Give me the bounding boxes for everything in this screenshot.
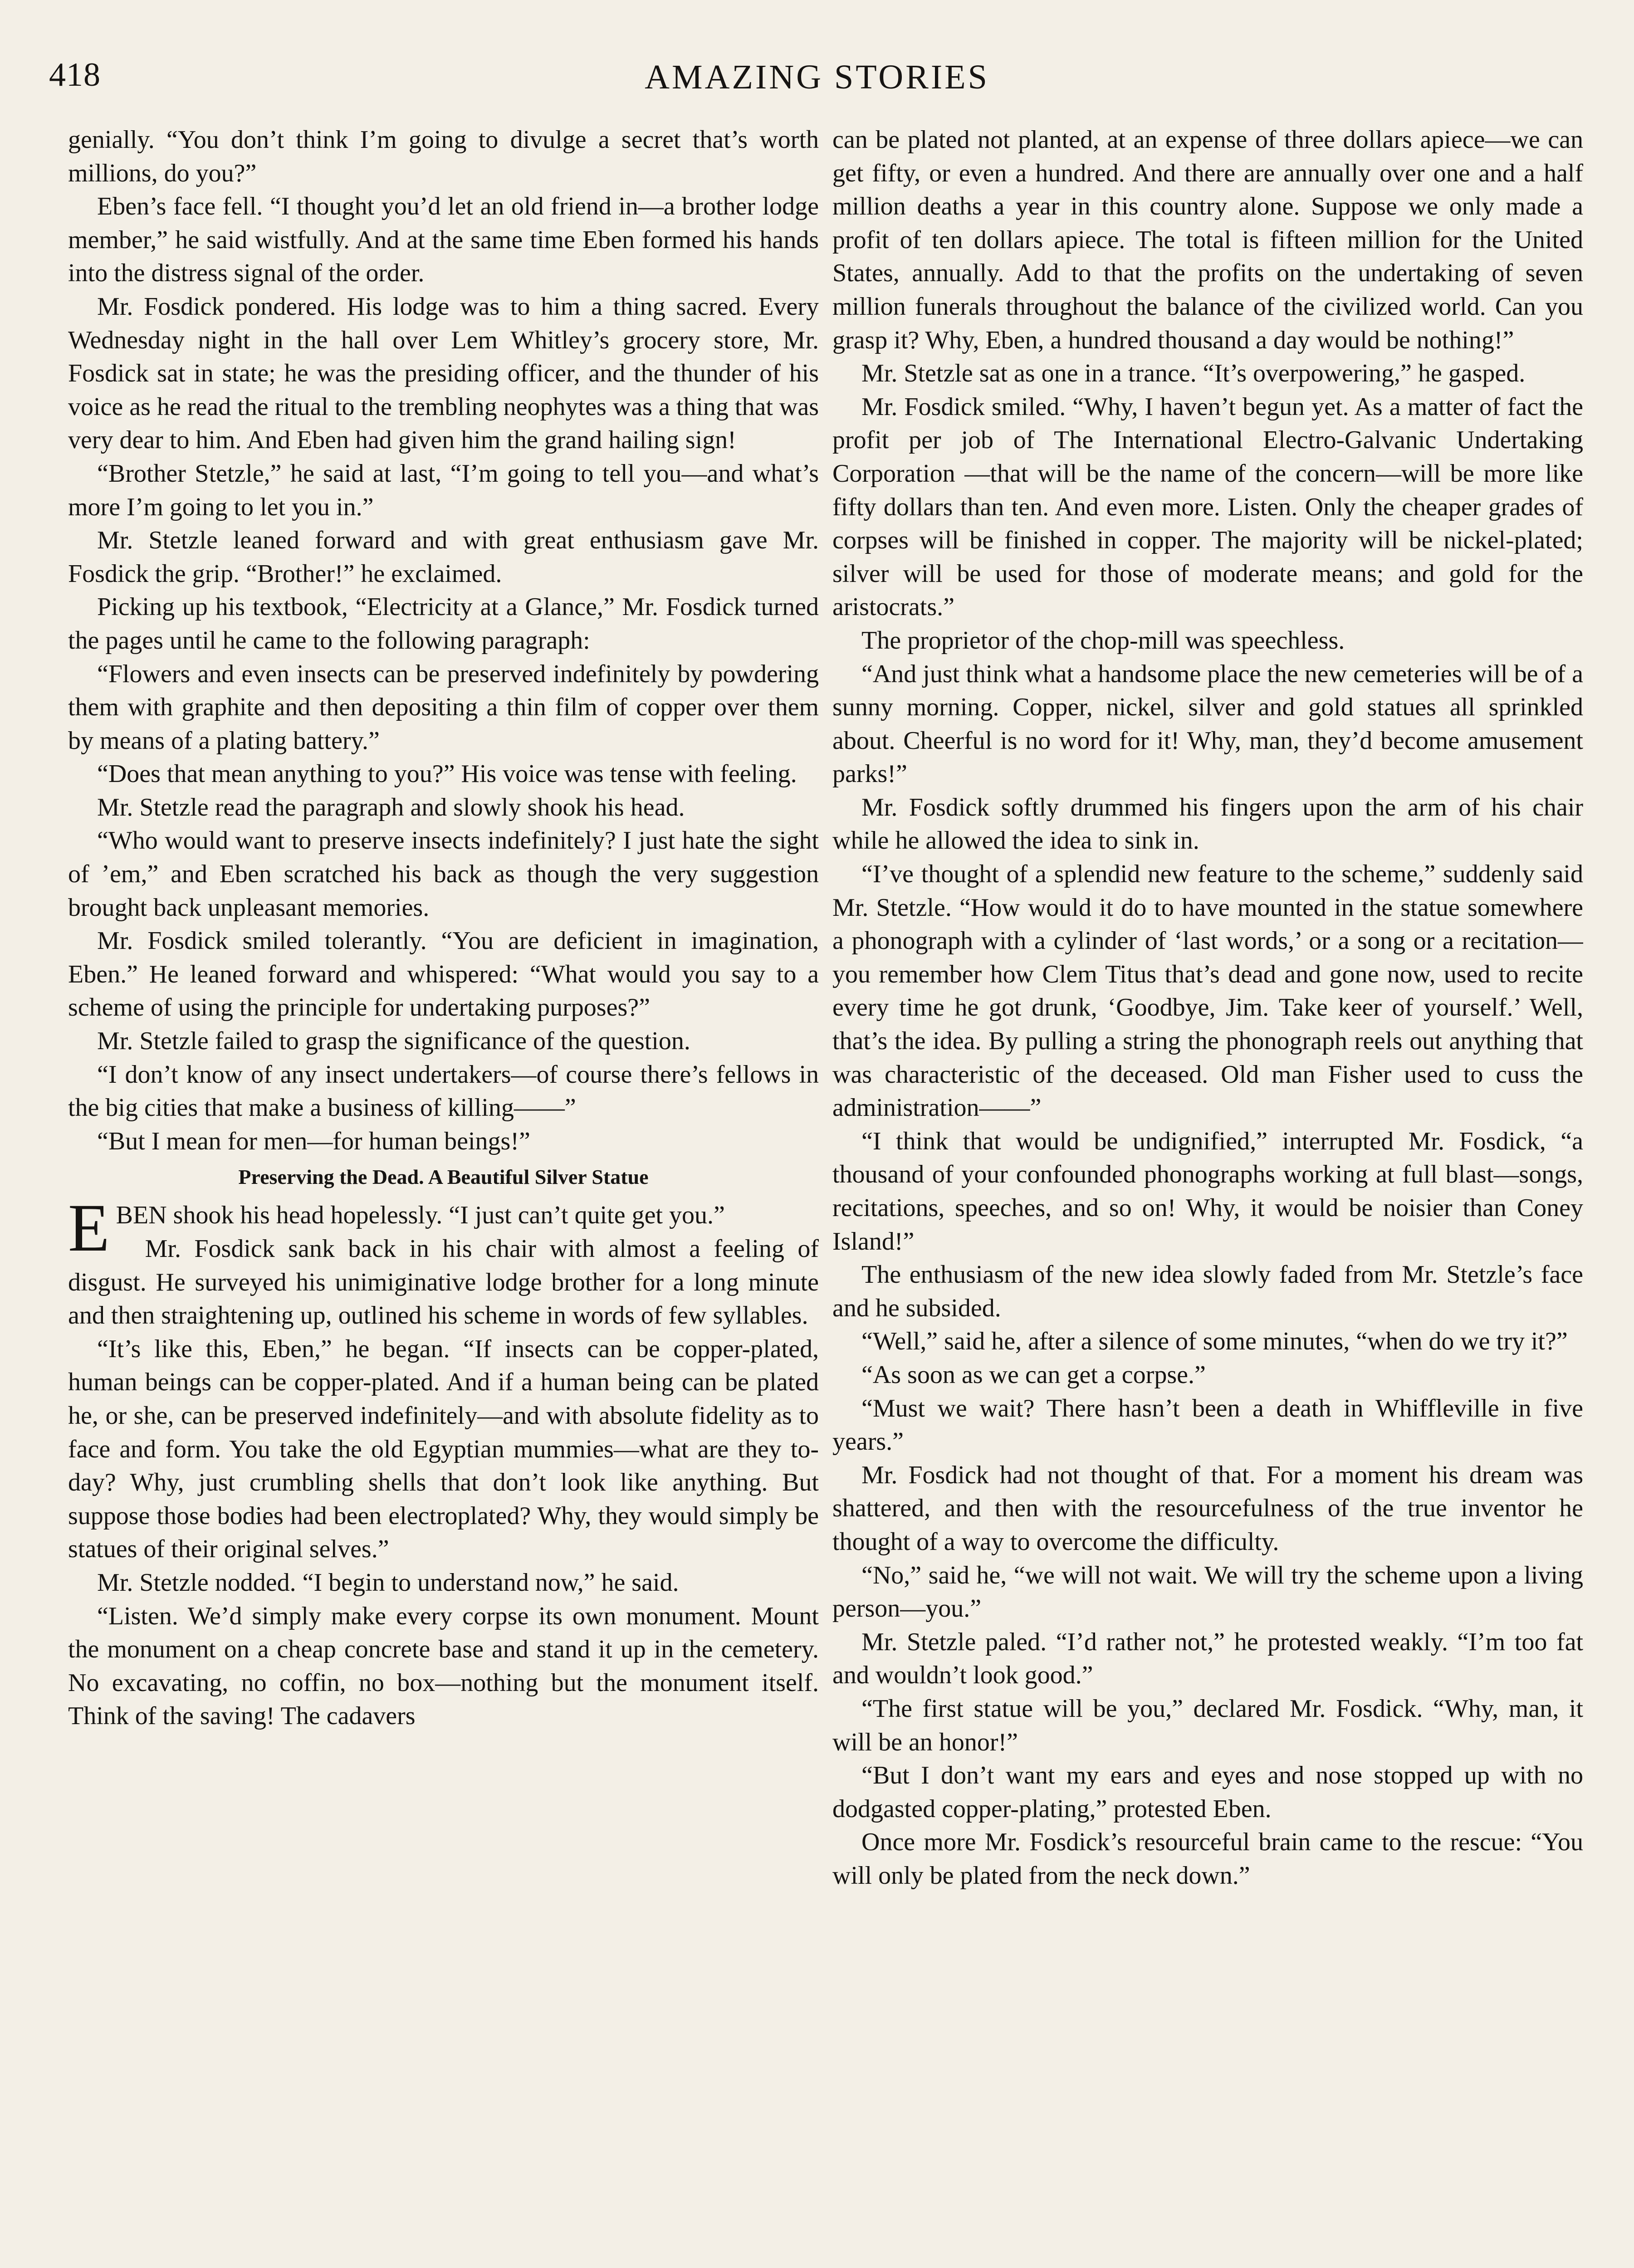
paragraph: “Well,” said he, after a silence of some minutes, “when do we try it?” bbox=[861, 1327, 1568, 1356]
paragraph: “Brother Stetzle,” he said at last, “I’m going to tell you—and what’s more I’m going to let you in.” bbox=[68, 459, 819, 521]
paragraph: “But I mean for men—for human beings!” bbox=[97, 1127, 530, 1155]
paragraph: Mr. Fosdick sank back in his chair with almost a feeling of disgust. He surveyed his unimiginative lodge brother for a long minute and then straightening up, outlined his scheme in words of few syllables. bbox=[68, 1235, 819, 1330]
paragraph: Mr. Fosdick pondered. His lodge was to him a thing sacred. Every Wednesday night in the hall over Lem Whitley’s grocery store, Mr. Fosdick sat in state; he was the presiding officer, and the thunder of his voice as he read the ritual to the trembling neophytes was a thing that was very dear to him. And Eben had given him the grand hailing sign! bbox=[68, 292, 819, 455]
paragraph: Mr. Stetzle paled. “I’d rather not,” he protested weakly. “I’m too fat and wouldn’t look good.” bbox=[832, 1628, 1583, 1690]
paragraph: “Must we wait? There hasn’t been a death in Whiffleville in five years.” bbox=[832, 1394, 1583, 1456]
paragraph: Mr. Stetzle sat as one in a trance. “It’s overpowering,” he gasped. bbox=[861, 359, 1526, 388]
paragraph: “I don’t know of any insect undertakers—of course there’s fellows in the big cities that make a business of killing——” bbox=[68, 1060, 819, 1122]
paragraph: Mr. Stetzle read the paragraph and slowly shook his head. bbox=[97, 793, 685, 821]
paragraph: “And just think what a handsome place the new cemeteries will be of a sunny morning. Copper, nickel, silver and gold statues all sprinkled about. Cheerful is no word for it! Why, man, they’d become amusement parks!” bbox=[832, 660, 1583, 788]
paragraph: “The first statue will be you,” declared Mr. Fosdick. “Why, man, it will be an honor!” bbox=[832, 1694, 1583, 1756]
paragraph: The enthusiasm of the new idea slowly faded from Mr. Stetzle’s face and he subsided. bbox=[832, 1261, 1583, 1322]
paragraph: “Who would want to preserve insects indefinitely? I just hate the sight of ’em,” and Eben scratched his back as though the very suggestion brought back unpleasant memories. bbox=[68, 826, 819, 922]
page-title: AMAZING STORIES bbox=[645, 58, 989, 96]
paragraph-dropcap: EBEN shook his head hopelessly. “I just can’t quite get you.” bbox=[68, 1190, 725, 1266]
paragraph: “Listen. We’d simply make every corpse its own monument. Mount the monument on a cheap concrete base and stand it up in the cemetery. No excavating, no coffin, no box—nothing but the monument itself. Think of the saving! The cadavers bbox=[68, 1602, 819, 1730]
paragraph: “Does that mean anything to you?” His voice was tense with feeling. bbox=[97, 760, 797, 788]
paragraph: “I’ve thought of a splendid new feature to the scheme,” suddenly said Mr. Stetzle. “How would it do to have mounted in the statue somewhere a phonograph with a cylinder of ‘last words,’ or a song or a recitation—you remember how Clem Titus that’s dead and gone now, used to recite every time he got drunk, ‘Goodbye, Jim. Take keer of yourself.’ Well, that’s the idea. By pulling a string the phonograph reels out anything that was characteristic of the deceased. Old man Fisher used to cuss the administration——” bbox=[832, 860, 1583, 1122]
paragraph: “But I don’t want my ears and eyes and nose stopped up with no dodgasted copper-plating,” protested Eben. bbox=[832, 1761, 1583, 1823]
paragraph: “No,” said he, “we will not wait. We will try the scheme upon a living person—you.” bbox=[832, 1561, 1583, 1623]
paragraph: Picking up his textbook, “Electricity at a Glance,” Mr. Fosdick turned the pages until he came to the following paragraph: bbox=[68, 593, 819, 655]
paragraph: Mr. Fosdick smiled. “Why, I haven’t begun yet. As a matter of fact the profit per job of The International Electro-Galvanic Undertaking Corporation —that will be the name of the concern—will be more like fifty dollars than ten. And even more. Listen. Only the cheaper grades of corpses will be finished in copper. The majority will be nickel-plated; silver will be used for those of moderate means; and gold for the aristocrats.” bbox=[832, 392, 1583, 621]
right-column bbox=[832, 123, 1583, 2268]
paragraph: Mr. Stetzle failed to grasp the significance of the question. bbox=[97, 1027, 690, 1056]
paragraph: Mr. Stetzle nodded. “I begin to understand now,” he said. bbox=[97, 1568, 679, 1597]
paragraph: Mr. Stetzle leaned forward and with great enthusiasm gave Mr. Fosdick the grip. “Brother!” he exclaimed. bbox=[68, 526, 819, 588]
paragraph: The proprietor of the chop-mill was speechless. bbox=[861, 626, 1345, 655]
paragraph: “It’s like this, Eben,” he began. “If insects can be copper-plated, human beings can be copper-plated. And if a human being can be plated he, or she, can be preserved indefinitely—and with absolute fidelity as to face and form. You take the old Egyptian mummies—what are they to-day? Why, just crumbling shells that don’t look like anything. But suppose those bodies had been electroplated? Why, they would simply be statues of their original selves.” bbox=[68, 1334, 819, 1564]
paragraph: Mr. Fosdick smiled tolerantly. “You are deficient in imagination, Eben.” He leaned forward and whispered: “What would you say to a scheme of using the principle for undertaking purposes?” bbox=[68, 927, 819, 1022]
paragraph: Mr. Fosdick had not thought of that. For a moment his dream was shattered, and then with the resourcefulness of the true inventor he thought of a way to overcome the difficulty. bbox=[832, 1461, 1583, 1556]
paragraph: Mr. Fosdick softly drummed his fingers upon the arm of his chair while he allowed the idea to sink in. bbox=[832, 793, 1583, 855]
left-column bbox=[68, 123, 819, 2268]
section-subheading: Preserving the Dead. A Beautiful Silver Statue bbox=[238, 1165, 649, 1189]
paragraph: “I think that would be undignified,” interrupted Mr. Fosdick, “a thousand of your confounded phonographs working at full blast—songs, recitations, speeches, and so on! Why, it would be noisier than Coney Island!” bbox=[832, 1127, 1583, 1256]
paragraph: “As soon as we can get a corpse.” bbox=[861, 1360, 1206, 1389]
paragraph: Eben’s face fell. “I thought you’d let an old friend in—a brother lodge member,” he said wistfully. And at the same time Eben formed his hands into the distress signal of the order. bbox=[68, 192, 819, 288]
paragraph: genially. “You don’t think I’m going to divulge a secret that’s worth millions, do you?” bbox=[68, 126, 819, 187]
paragraph: Once more Mr. Fosdick’s resourceful brain came to the rescue: “You will only be plated from the neck down.” bbox=[832, 1828, 1583, 1890]
paragraph: “Flowers and even insects can be preserved indefinitely by powdering them with graphite and then depositing a thin film of copper over them by means of a plating battery.” bbox=[68, 660, 819, 755]
paragraph: can be plated not planted, at an expense of three dollars apiece—we can get fifty, or even a hundred. And there are annually over one and a half million deaths a year in this country alone. Suppose we only made a profit of ten dollars apiece. The total is fifteen million for the United States, annually. Add to that the profits on the undertaking of seven million funerals throughout the balance of the civilized world. Can you grasp it? Why, Eben, a hundred thousand a day would be nothing!” bbox=[832, 126, 1583, 354]
page-number: 418 bbox=[49, 56, 101, 93]
